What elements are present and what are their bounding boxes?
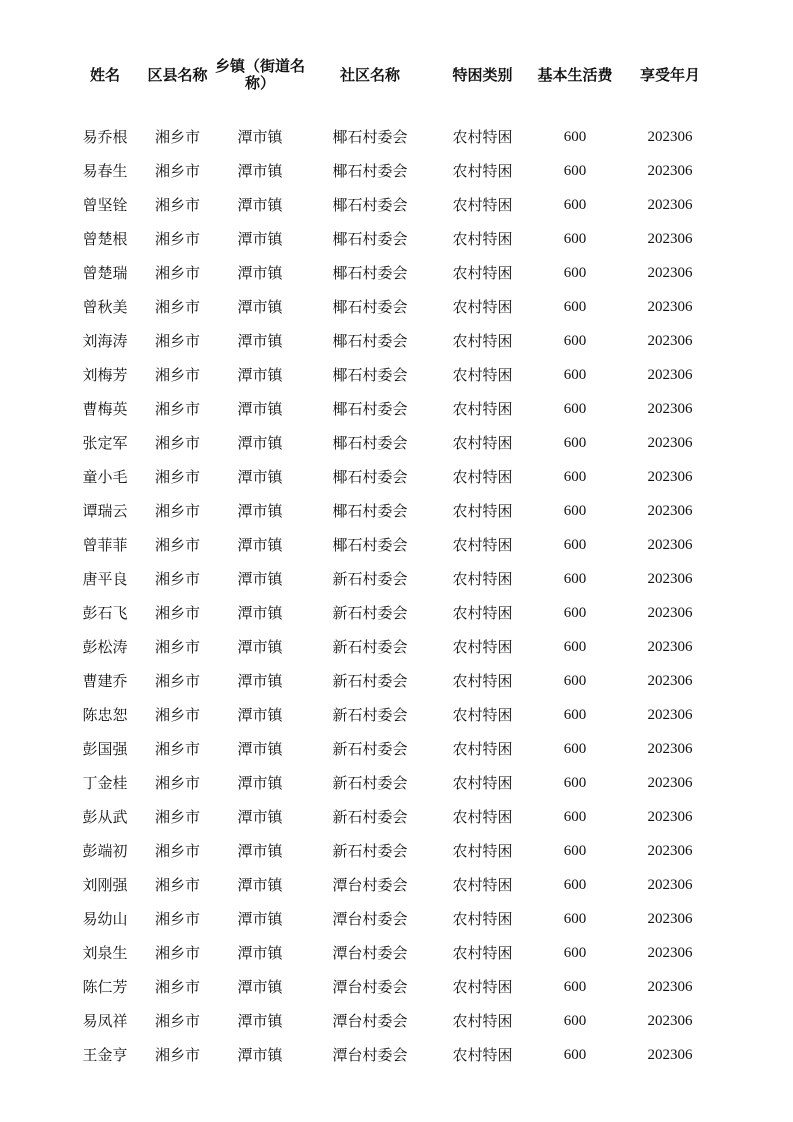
table-row (70, 392, 720, 426)
cell-allowance: 600 (563, 673, 587, 689)
table-row (70, 630, 720, 664)
cell-category: 农村特困 (452, 638, 513, 656)
cell-community: 椰石村委会 (332, 434, 408, 452)
cell-name: 丁金桂 (82, 774, 128, 792)
beneficiary-table (70, 52, 720, 1072)
cell-category: 农村特困 (452, 910, 513, 928)
cell-town: 潭市镇 (237, 706, 283, 724)
cell-allowance: 600 (563, 503, 587, 519)
cell-allowance: 600 (563, 911, 587, 927)
cell-name: 易乔根 (82, 128, 128, 146)
cell-allowance: 600 (563, 979, 587, 995)
cell-county: 湘乡市 (154, 740, 200, 758)
cell-category: 农村特困 (452, 706, 513, 724)
table-row (70, 290, 720, 324)
cell-county: 湘乡市 (154, 842, 200, 860)
cell-town: 潭市镇 (237, 468, 283, 486)
table-row (70, 596, 720, 630)
cell-town: 潭市镇 (237, 774, 283, 792)
cell-category: 农村特困 (452, 944, 513, 962)
cell-county: 湘乡市 (154, 502, 200, 520)
cell-county: 湘乡市 (154, 128, 200, 146)
cell-period: 202306 (647, 843, 693, 859)
header-period: 享受年月 (639, 65, 700, 84)
table-row (70, 766, 720, 800)
cell-county: 湘乡市 (154, 536, 200, 554)
cell-county: 湘乡市 (154, 978, 200, 996)
cell-category: 农村特困 (452, 264, 513, 282)
cell-allowance: 600 (563, 537, 587, 553)
cell-period: 202306 (647, 911, 693, 927)
cell-town: 潭市镇 (237, 638, 283, 656)
cell-community: 新石村委会 (332, 638, 408, 656)
cell-name: 易幼山 (82, 910, 128, 928)
cell-name: 刘刚强 (82, 876, 128, 894)
cell-category: 农村特困 (452, 842, 513, 860)
cell-category: 农村特困 (452, 536, 513, 554)
cell-category: 农村特困 (452, 978, 513, 996)
table-row (70, 1004, 720, 1038)
cell-county: 湘乡市 (154, 570, 200, 588)
cell-town: 潭市镇 (237, 604, 283, 622)
cell-allowance: 600 (563, 197, 587, 213)
cell-category: 农村特困 (452, 366, 513, 384)
cell-category: 农村特困 (452, 570, 513, 588)
table-row (70, 426, 720, 460)
cell-category: 农村特困 (452, 808, 513, 826)
cell-county: 湘乡市 (154, 876, 200, 894)
cell-town: 潭市镇 (237, 876, 283, 894)
cell-town: 潭市镇 (237, 400, 283, 418)
cell-allowance: 600 (563, 945, 587, 961)
cell-community: 椰石村委会 (332, 400, 408, 418)
cell-town: 潭市镇 (237, 366, 283, 384)
cell-allowance: 600 (563, 571, 587, 587)
cell-community: 椰石村委会 (332, 536, 408, 554)
cell-allowance: 600 (563, 231, 587, 247)
cell-community: 新石村委会 (332, 842, 408, 860)
cell-allowance: 600 (563, 877, 587, 893)
cell-community: 新石村委会 (332, 604, 408, 622)
cell-town: 潭市镇 (237, 570, 283, 588)
cell-allowance: 600 (563, 639, 587, 655)
cell-county: 湘乡市 (154, 400, 200, 418)
header-category: 特困类别 (452, 65, 513, 84)
cell-period: 202306 (647, 265, 693, 281)
header-name: 姓名 (89, 65, 120, 84)
cell-county: 湘乡市 (154, 162, 200, 180)
cell-allowance: 600 (563, 163, 587, 179)
cell-community: 潭台村委会 (332, 978, 408, 996)
cell-community: 椰石村委会 (332, 468, 408, 486)
cell-allowance: 600 (563, 333, 587, 349)
cell-town: 潭市镇 (237, 740, 283, 758)
cell-period: 202306 (647, 231, 693, 247)
cell-name: 谭瑞云 (82, 502, 128, 520)
cell-town: 潭市镇 (237, 434, 283, 452)
cell-county: 湘乡市 (154, 366, 200, 384)
cell-period: 202306 (647, 537, 693, 553)
table-body (70, 120, 720, 1072)
cell-allowance: 600 (563, 1013, 587, 1029)
cell-allowance: 600 (563, 129, 587, 145)
cell-town: 潭市镇 (237, 230, 283, 248)
cell-allowance: 600 (563, 401, 587, 417)
cell-period: 202306 (647, 707, 693, 723)
cell-name: 刘海涛 (82, 332, 128, 350)
cell-allowance: 600 (563, 367, 587, 383)
cell-period: 202306 (647, 571, 693, 587)
cell-period: 202306 (647, 401, 693, 417)
table-row (70, 528, 720, 562)
table-row (70, 868, 720, 902)
cell-name: 刘梅芳 (82, 366, 128, 384)
cell-category: 农村特困 (452, 876, 513, 894)
cell-category: 农村特困 (452, 1046, 513, 1064)
cell-allowance: 600 (563, 707, 587, 723)
cell-community: 新石村委会 (332, 808, 408, 826)
table-row (70, 1038, 720, 1072)
cell-town: 潭市镇 (237, 978, 283, 996)
cell-town: 潭市镇 (237, 536, 283, 554)
cell-town: 潭市镇 (237, 502, 283, 520)
cell-county: 湘乡市 (154, 434, 200, 452)
cell-category: 农村特困 (452, 468, 513, 486)
cell-county: 湘乡市 (154, 1012, 200, 1030)
cell-period: 202306 (647, 673, 693, 689)
cell-community: 椰石村委会 (332, 298, 408, 316)
table-row (70, 154, 720, 188)
table-row (70, 188, 720, 222)
cell-town: 潭市镇 (237, 1046, 283, 1064)
cell-community: 潭台村委会 (332, 944, 408, 962)
cell-community: 椰石村委会 (332, 332, 408, 350)
cell-name: 曾秋美 (82, 298, 128, 316)
cell-county: 湘乡市 (154, 706, 200, 724)
table-row (70, 562, 720, 596)
cell-category: 农村特困 (452, 400, 513, 418)
cell-name: 彭石飞 (82, 604, 128, 622)
cell-town: 潭市镇 (237, 128, 283, 146)
cell-community: 椰石村委会 (332, 128, 408, 146)
cell-category: 农村特困 (452, 774, 513, 792)
table-row (70, 970, 720, 1004)
cell-category: 农村特困 (452, 740, 513, 758)
table-row (70, 698, 720, 732)
cell-community: 椰石村委会 (332, 264, 408, 282)
cell-name: 童小毛 (82, 468, 128, 486)
cell-period: 202306 (647, 741, 693, 757)
cell-allowance: 600 (563, 299, 587, 315)
cell-category: 农村特困 (452, 298, 513, 316)
table-row (70, 936, 720, 970)
cell-name: 刘泉生 (82, 944, 128, 962)
cell-period: 202306 (647, 945, 693, 961)
table-row (70, 834, 720, 868)
cell-county: 湘乡市 (154, 672, 200, 690)
cell-community: 新石村委会 (332, 706, 408, 724)
cell-name: 曾楚瑞 (82, 264, 128, 282)
cell-category: 农村特困 (452, 162, 513, 180)
cell-period: 202306 (647, 129, 693, 145)
table-row (70, 460, 720, 494)
cell-county: 湘乡市 (154, 1046, 200, 1064)
cell-community: 新石村委会 (332, 774, 408, 792)
cell-period: 202306 (647, 469, 693, 485)
cell-name: 彭松涛 (82, 638, 128, 656)
header-spacer (70, 98, 720, 120)
cell-category: 农村特困 (452, 230, 513, 248)
cell-period: 202306 (647, 877, 693, 893)
table-row (70, 120, 720, 154)
table-row (70, 494, 720, 528)
cell-period: 202306 (647, 775, 693, 791)
table-row (70, 732, 720, 766)
cell-period: 202306 (647, 367, 693, 383)
cell-category: 农村特困 (452, 128, 513, 146)
cell-allowance: 600 (563, 775, 587, 791)
cell-town: 潭市镇 (237, 162, 283, 180)
cell-name: 唐平良 (82, 570, 128, 588)
cell-name: 彭从武 (82, 808, 128, 826)
cell-name: 曾楚根 (82, 230, 128, 248)
cell-name: 陈忠恕 (82, 706, 128, 724)
table-header (70, 52, 720, 120)
cell-community: 椰石村委会 (332, 366, 408, 384)
table-row (70, 902, 720, 936)
cell-town: 潭市镇 (237, 298, 283, 316)
cell-period: 202306 (647, 163, 693, 179)
cell-period: 202306 (647, 1047, 693, 1063)
cell-community: 潭台村委会 (332, 1012, 408, 1030)
cell-county: 湘乡市 (154, 910, 200, 928)
cell-town: 潭市镇 (237, 1012, 283, 1030)
cell-allowance: 600 (563, 1047, 587, 1063)
cell-period: 202306 (647, 605, 693, 621)
cell-period: 202306 (647, 979, 693, 995)
header-town: 乡镇（街道名称） (215, 57, 305, 92)
cell-name: 曹建乔 (82, 672, 128, 690)
cell-period: 202306 (647, 639, 693, 655)
cell-name: 张定军 (82, 434, 128, 452)
cell-allowance: 600 (563, 469, 587, 485)
cell-category: 农村特困 (452, 196, 513, 214)
cell-name: 曹梅英 (82, 400, 128, 418)
cell-county: 湘乡市 (154, 604, 200, 622)
cell-period: 202306 (647, 333, 693, 349)
cell-allowance: 600 (563, 605, 587, 621)
cell-county: 湘乡市 (154, 944, 200, 962)
cell-county: 湘乡市 (154, 808, 200, 826)
header-county: 区县名称 (147, 65, 208, 84)
table-row (70, 664, 720, 698)
cell-county: 湘乡市 (154, 298, 200, 316)
cell-county: 湘乡市 (154, 230, 200, 248)
cell-community: 椰石村委会 (332, 230, 408, 248)
cell-name: 曾坚铨 (82, 196, 128, 214)
table-row (70, 358, 720, 392)
cell-allowance: 600 (563, 435, 587, 451)
cell-name: 易凤祥 (82, 1012, 128, 1030)
cell-community: 新石村委会 (332, 570, 408, 588)
cell-town: 潭市镇 (237, 672, 283, 690)
table-row (70, 256, 720, 290)
cell-town: 潭市镇 (237, 842, 283, 860)
cell-town: 潭市镇 (237, 332, 283, 350)
cell-town: 潭市镇 (237, 196, 283, 214)
cell-town: 潭市镇 (237, 910, 283, 928)
cell-allowance: 600 (563, 843, 587, 859)
cell-name: 彭端初 (82, 842, 128, 860)
cell-town: 潭市镇 (237, 264, 283, 282)
cell-community: 潭台村委会 (332, 910, 408, 928)
table-row (70, 222, 720, 256)
cell-category: 农村特困 (452, 1012, 513, 1030)
cell-community: 新石村委会 (332, 672, 408, 690)
cell-allowance: 600 (563, 265, 587, 281)
cell-town: 潭市镇 (237, 944, 283, 962)
cell-county: 湘乡市 (154, 332, 200, 350)
cell-period: 202306 (647, 809, 693, 825)
cell-period: 202306 (647, 435, 693, 451)
cell-category: 农村特困 (452, 502, 513, 520)
cell-period: 202306 (647, 1013, 693, 1029)
cell-allowance: 600 (563, 741, 587, 757)
cell-county: 湘乡市 (154, 468, 200, 486)
cell-name: 彭国强 (82, 740, 128, 758)
cell-community: 椰石村委会 (332, 196, 408, 214)
table-row (70, 324, 720, 358)
cell-community: 新石村委会 (332, 740, 408, 758)
cell-period: 202306 (647, 197, 693, 213)
cell-county: 湘乡市 (154, 774, 200, 792)
cell-name: 王金亨 (82, 1046, 128, 1064)
cell-allowance: 600 (563, 809, 587, 825)
cell-category: 农村特困 (452, 604, 513, 622)
cell-town: 潭市镇 (237, 808, 283, 826)
cell-community: 潭台村委会 (332, 876, 408, 894)
cell-period: 202306 (647, 299, 693, 315)
cell-county: 湘乡市 (154, 264, 200, 282)
header-community: 社区名称 (339, 65, 400, 84)
header-row (70, 52, 720, 98)
cell-name: 陈仁芳 (82, 978, 128, 996)
cell-category: 农村特困 (452, 332, 513, 350)
cell-county: 湘乡市 (154, 196, 200, 214)
cell-community: 椰石村委会 (332, 162, 408, 180)
cell-period: 202306 (647, 503, 693, 519)
cell-name: 易春生 (82, 162, 128, 180)
cell-category: 农村特困 (452, 672, 513, 690)
cell-name: 曾菲菲 (82, 536, 128, 554)
cell-category: 农村特困 (452, 434, 513, 452)
cell-county: 湘乡市 (154, 638, 200, 656)
table-row (70, 800, 720, 834)
cell-community: 椰石村委会 (332, 502, 408, 520)
cell-community: 潭台村委会 (332, 1046, 408, 1064)
header-allowance: 基本生活费 (537, 65, 613, 84)
